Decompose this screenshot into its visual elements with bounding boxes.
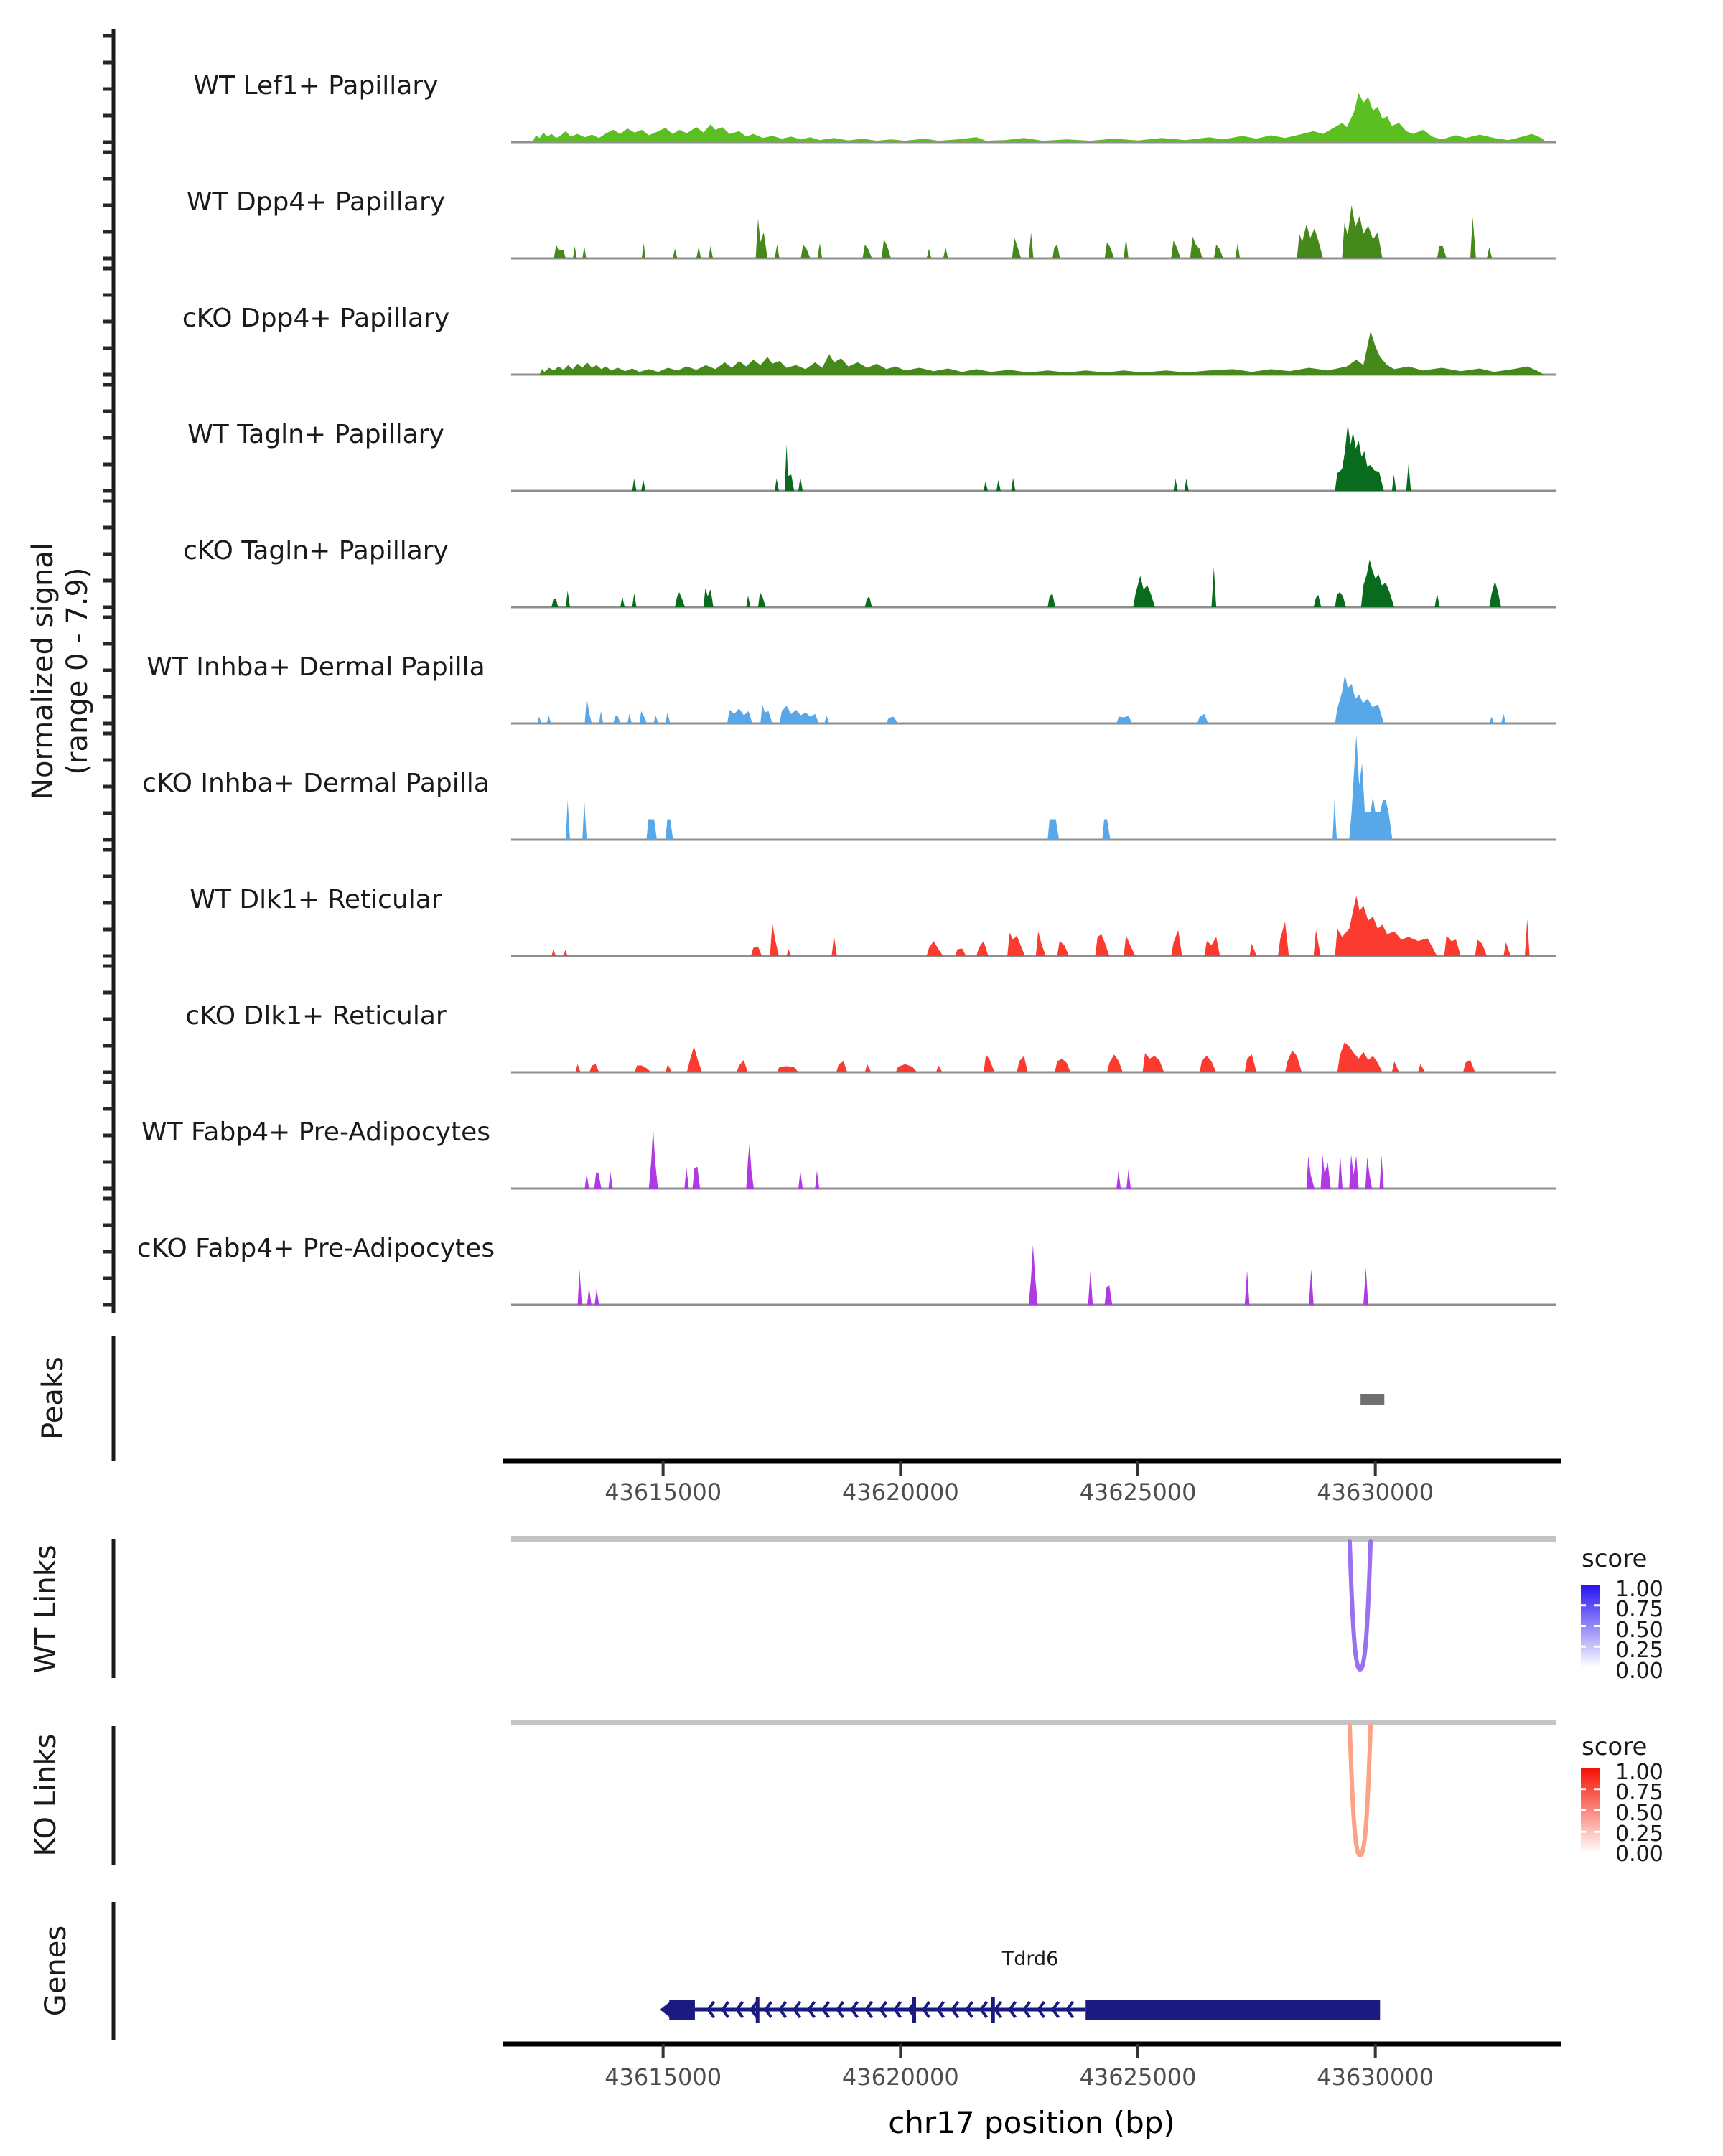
score-legends bbox=[1581, 1545, 1663, 1867]
signal-area bbox=[554, 205, 1493, 258]
coverage-track bbox=[185, 1001, 1556, 1072]
y-axis-title-line1: Normalized signal bbox=[27, 543, 60, 800]
ko-links-track bbox=[511, 1723, 1556, 1855]
coverage-track bbox=[183, 536, 1556, 607]
peaks-track bbox=[1360, 1394, 1384, 1405]
coverage-track bbox=[187, 187, 1556, 258]
legend-tick-label: 0.00 bbox=[1615, 1842, 1663, 1867]
legend-tick-label: 0.25 bbox=[1615, 1822, 1663, 1847]
legend-tick-label: 0.25 bbox=[1615, 1638, 1663, 1663]
y-axis-title-line2: (range 0 - 7.9) bbox=[61, 567, 94, 775]
coverage-track bbox=[187, 420, 1556, 491]
track-label: cKO Fabp4+ Pre-Adipocytes bbox=[136, 1234, 495, 1263]
x-axis-tick-label: 43615000 bbox=[604, 1478, 722, 1506]
y-axis bbox=[103, 29, 113, 1313]
coverage-track bbox=[142, 735, 1556, 840]
score-legend bbox=[1581, 1733, 1663, 1867]
x-axis-tick-label: 43625000 bbox=[1079, 1478, 1197, 1506]
x-axis-title: chr17 position (bp) bbox=[888, 2105, 1175, 2140]
coverage-track bbox=[194, 71, 1556, 142]
legend-title: score bbox=[1582, 1733, 1648, 1761]
legend-tick-label: 0.75 bbox=[1615, 1780, 1663, 1805]
coverage-track bbox=[182, 304, 1556, 375]
peaks-section-label: Peaks bbox=[37, 1356, 70, 1440]
gene-name-label: Tdrd6 bbox=[1001, 1948, 1059, 1970]
peak-interval bbox=[1360, 1394, 1384, 1405]
signal-area bbox=[533, 93, 1546, 142]
gene-body-box bbox=[1085, 2000, 1380, 2020]
x-axis-tick-label: 43620000 bbox=[841, 2063, 959, 2091]
wt-links-section-label: WT Links bbox=[29, 1545, 62, 1674]
x-axis-tick-label: 43630000 bbox=[1317, 2063, 1434, 2091]
coverage-track bbox=[141, 1117, 1556, 1189]
track-label: WT Fabp4+ Pre-Adipocytes bbox=[141, 1117, 490, 1147]
track-label: cKO Inhba+ Dermal Papilla bbox=[142, 769, 490, 798]
legend-tick-label: 0.50 bbox=[1615, 1801, 1663, 1826]
legend-tick-label: 0.75 bbox=[1615, 1597, 1663, 1622]
signal-area bbox=[575, 1042, 1475, 1072]
track-label: WT Inhba+ Dermal Papilla bbox=[146, 652, 485, 682]
signal-area bbox=[632, 424, 1411, 491]
track-label: WT Lef1+ Papillary bbox=[193, 71, 439, 100]
track-label: WT Tagln+ Papillary bbox=[187, 420, 444, 449]
x-axis-peaks bbox=[503, 1461, 1561, 1506]
x-axis-tick-label: 43620000 bbox=[841, 1478, 959, 1506]
track-label: cKO Tagln+ Papillary bbox=[183, 536, 449, 566]
x-axis-tick-label: 43615000 bbox=[604, 2063, 722, 2091]
signal-area bbox=[585, 1128, 1384, 1189]
link-arc bbox=[1350, 1542, 1371, 1669]
legend-tick-label: 0.50 bbox=[1615, 1618, 1663, 1643]
signal-tracks bbox=[137, 71, 1556, 1305]
link-arc bbox=[1350, 1725, 1371, 1855]
gene-track bbox=[660, 1997, 1380, 2023]
score-legend bbox=[1581, 1545, 1663, 1684]
track-label: cKO Dlk1+ Reticular bbox=[185, 1001, 447, 1031]
signal-area bbox=[566, 735, 1392, 840]
signal-area bbox=[578, 1245, 1368, 1305]
gene-start-arrowhead-icon bbox=[660, 2002, 670, 2017]
signal-area bbox=[540, 331, 1544, 375]
track-label: cKO Dpp4+ Papillary bbox=[182, 304, 450, 333]
x-axis-tick-label: 43625000 bbox=[1079, 2063, 1197, 2091]
legend-tick-label: 0.00 bbox=[1615, 1659, 1663, 1684]
x-axis-genes bbox=[503, 2044, 1561, 2091]
gene-exon-box bbox=[669, 2000, 695, 2020]
coverage-track bbox=[146, 652, 1556, 723]
signal-area bbox=[551, 560, 1501, 608]
x-axis-tick-label: 43630000 bbox=[1317, 1478, 1434, 1506]
coverage-track bbox=[190, 885, 1556, 956]
coverage-track bbox=[137, 1234, 1556, 1305]
gene-exon-tick bbox=[912, 1997, 916, 2023]
gene-exon-tick bbox=[991, 1997, 995, 2023]
legend-tick-label: 1.00 bbox=[1615, 1577, 1663, 1602]
legend-title: score bbox=[1582, 1545, 1648, 1573]
ko-links-section-label: KO Links bbox=[29, 1733, 62, 1857]
signal-area bbox=[551, 896, 1529, 956]
track-label: WT Dpp4+ Papillary bbox=[186, 187, 446, 217]
legend-tick-label: 1.00 bbox=[1615, 1760, 1663, 1785]
wt-links-track bbox=[511, 1539, 1556, 1669]
track-label: WT Dlk1+ Reticular bbox=[190, 885, 442, 914]
genes-section-label: Genes bbox=[39, 1925, 73, 2017]
gene-exon-tick bbox=[756, 1997, 760, 2023]
signal-area bbox=[537, 675, 1505, 723]
